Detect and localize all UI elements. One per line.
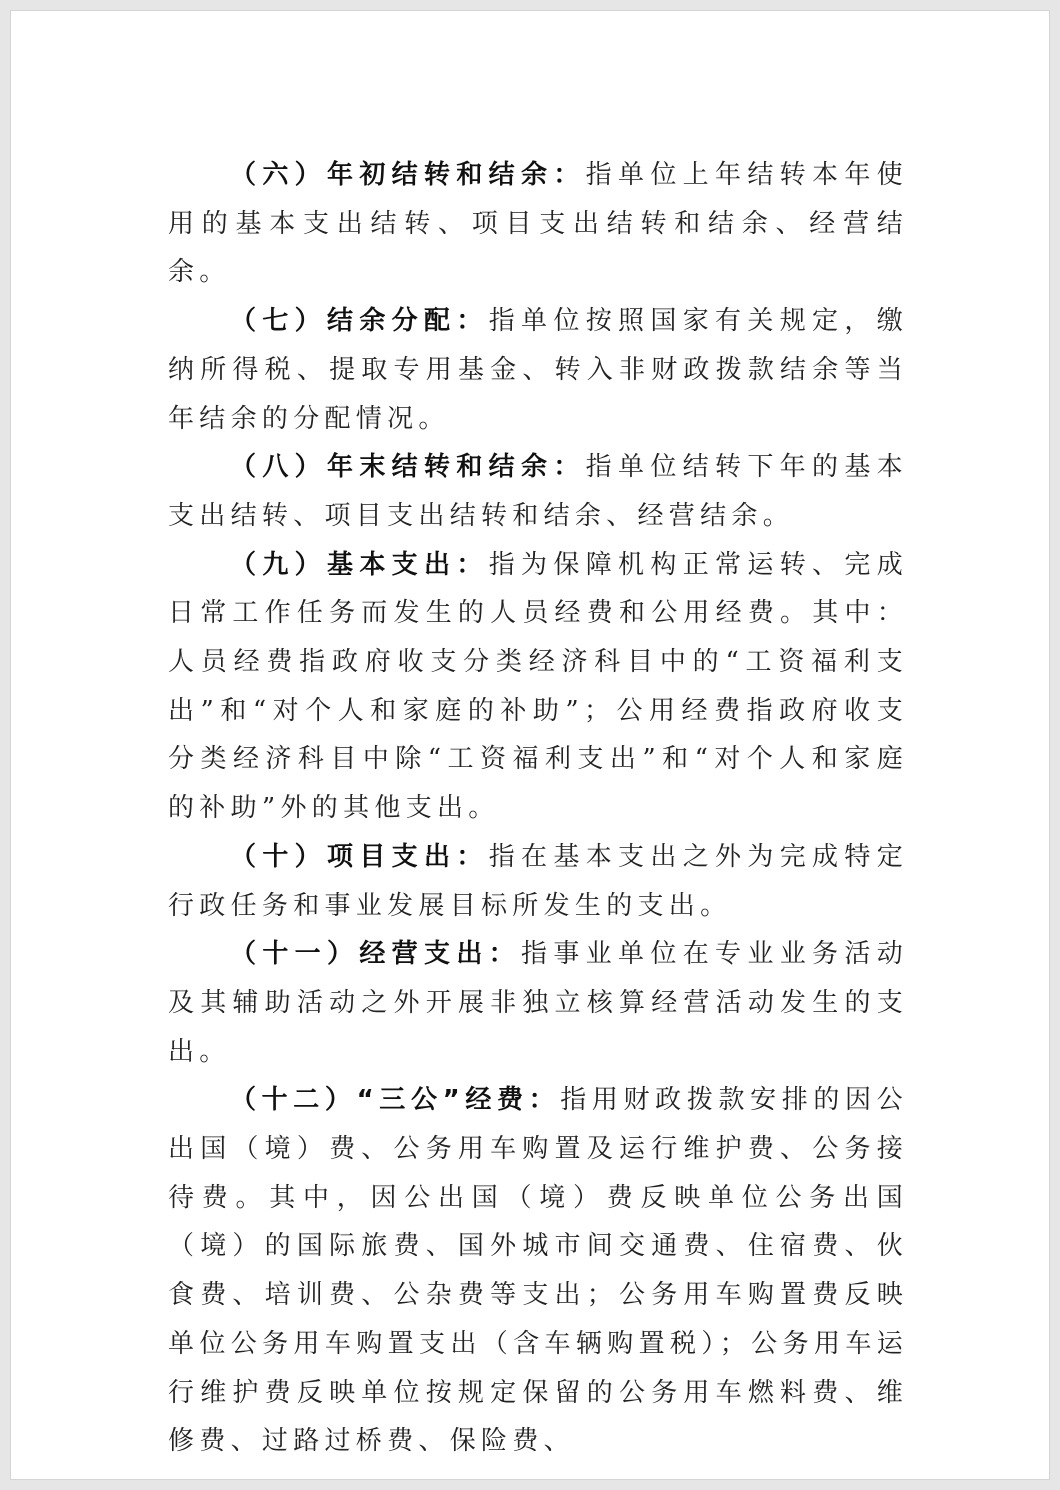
paragraph-three-public-expenses <box>168 1076 908 1466</box>
term-definition: 指单位结转下年的基本支出结转、项目支出结转和结余、经营结余。 <box>168 452 908 531</box>
paragraph-basic-expenditure <box>168 541 908 833</box>
term-heading: （六）年初结转和结余： <box>230 160 586 190</box>
paragraph-year-start-carryover <box>168 151 908 297</box>
term-heading: （九）基本支出： <box>230 549 489 580</box>
paragraph-project-expenditure <box>168 833 908 930</box>
term-heading: （十）项目支出： <box>230 841 489 872</box>
term-heading: （十二）“三公”经费： <box>230 1085 561 1116</box>
term-heading: （七）结余分配： <box>230 306 489 337</box>
document-page <box>10 10 1050 1480</box>
term-definition: 指在基本支出之外为完成特定行政任务和事业发展目标所发生的支出。 <box>168 841 909 921</box>
term-definition: 指单位上年结转本年使用的基本支出结转、项目支出结转和结余、经营结余。 <box>168 160 908 288</box>
term-definition: 指为保障机构正常运转、完成日常工作任务而发生的人员经费和公用经费。其中：人员经费指政府收支分类经济科目中的“工资福利支出”和“对个人和家庭的补助”；公用经费指政府收支分类经济科目中除“工资福利支出”和“对个人和家庭的补助”外的其他支出。 <box>168 549 909 824</box>
term-definition: 指单位按照国家有关规定，缴纳所得税、提取专用基金、转入非财政拨款结余等当年结余的分配情况。 <box>168 306 909 434</box>
paragraph-year-end-carryover <box>168 443 908 540</box>
paragraph-surplus-distribution <box>168 297 908 443</box>
term-definition: 指事业单位在专业业务活动及其辅助活动之外开展非独立核算经营活动发生的支出。 <box>168 939 908 1067</box>
term-heading: （十一）经营支出： <box>230 939 522 970</box>
term-heading: （八）年末结转和结余： <box>230 452 586 483</box>
term-definition: 指用财政拨款安排的因公出国（境）费、公务用车购置及运行维护费、公务接待费。其中，因公出国（境）费反映单位公务出国（境）的国际旅费、国外城市间交通费、住宿费、伙食费、培训费、公杂费等支出；公务用车购置费反映单位公务用车购置支出（含车辆购置税）；公务用车运行维护费反映单位按规定保留的公务用车燃料费、维修费、过路过桥费、保险费、 <box>168 1085 908 1457</box>
document-body <box>168 151 908 1466</box>
paragraph-operating-expenditure <box>168 930 908 1076</box>
